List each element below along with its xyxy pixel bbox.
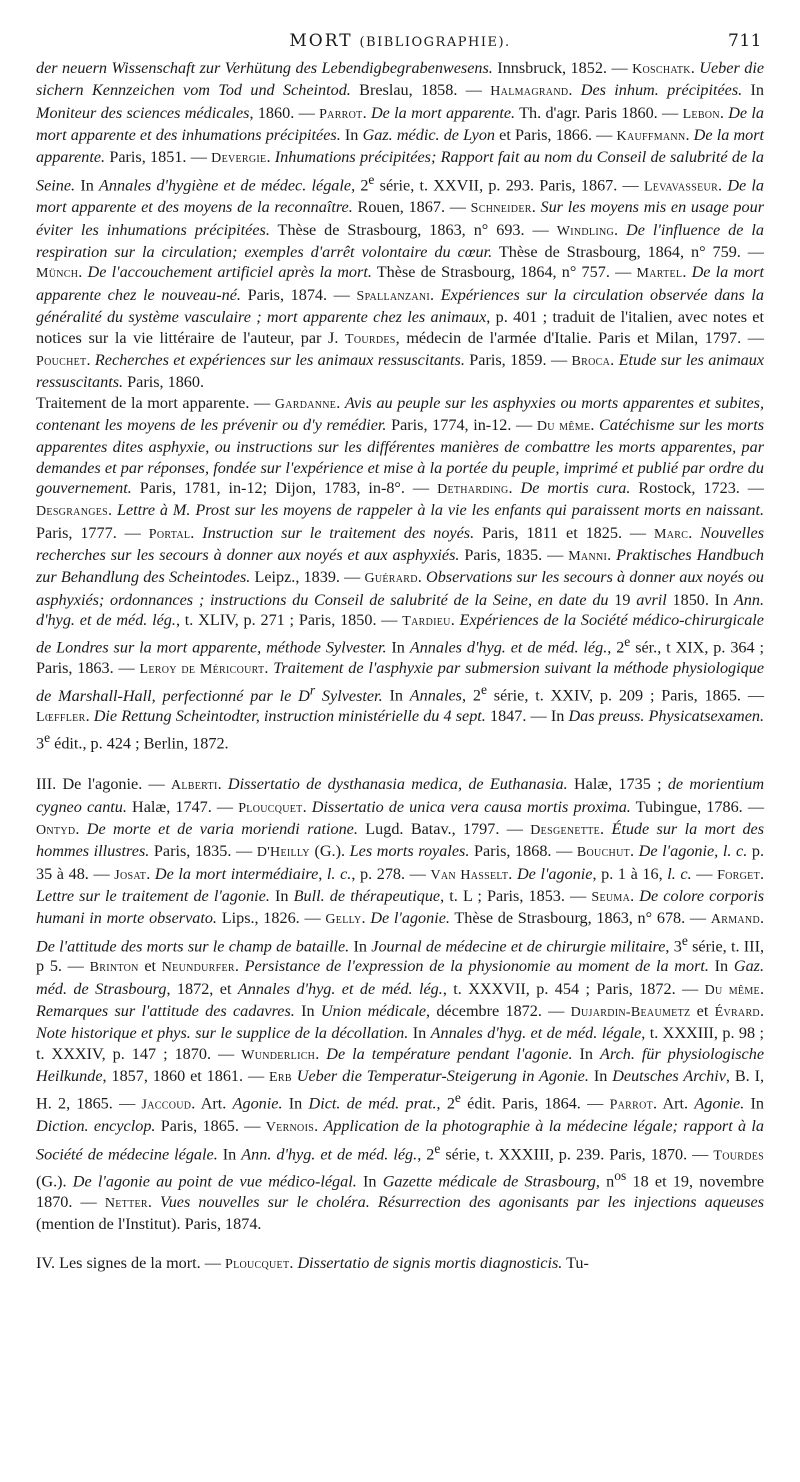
running-title: MORT — [289, 31, 353, 51]
bibliography-paragraph-treatment: Traitement de la mort apparente. — Gardanne. Avis au peuple sur les asphyxies ou morts apparentes et subites, contenant les moyens de les prévenir ou d'y remédier. Paris, 1774, in-12. — Du même. Catéchisme sur les morts apparentes dites asphyxie, ou instructions sur les différentes manières de combattre les morts apparentes, par demandes et par réponses, fondée sur l'expérience et mise à la portée du peuple, imprimé et publié par ordre du gouvernement. Paris, 1781, in-12; Dijon, 1783, in-8°. — Detharding. De mortis cura. Rostock, 1723. — Desgranges. Lettre à M. Prost sur les moyens de rappeler à la vie les enfants qui paraissent morts en naissant. Paris, 1777. — Portal. Instruction sur le traitement des noyés. Paris, 1811 et 1825. — Marc. Nouvelles recherches sur les secours à donner aux noyés et aux asphyxiés. Paris, 1835. — Manni. Praktisches Handbuch zur Behandlung des Scheintodes. Leipz., 1839. — Guérard. Observations sur les secours à donner aux noyés ou asphyxiés; ordonnances ; instructions du Conseil de salubrité de la Seine, en date du 19 avril 1850. In Ann. d'hyg. et de méd. lég., t. XLIV, p. 271 ; Paris, 1850. — Tardieu. Expériences de la Société médico-chirurgicale de Londres sur la mort apparente, méthode Sylvester. In Annales d'hyg. et de méd. lég., 2e sér., t XIX, p. 364 ; Paris, 1863. — Leroy de Méricourt. Traitement de l'asphyxie par submersion suivant la méthode physiologique de Marshall-Hall, perfectionné par le $D^r$ Sylvester. In Annales, 2e série, t. XXIV, p. 209 ; Paris, 1865. — Lœffler. Die Rettung Scheintodter, instruction ministérielle du 4 sept. 1847. — In Das preuss. Physicatsexamen. 3e édit., p. 424 ; Berlin, 1872. — [36, 393, 765, 753]
bibliography-section-signes: IV. Les signes de la mort. — Ploucquet. Dissertatio de signis mortis diagnosticis. Tu- — [36, 1253, 589, 1272]
running-subtitle: (BIBLIOGRAPHIE). — [359, 35, 511, 50]
page-number: 711 — [728, 31, 762, 51]
bibliography-paragraph-continuation: der neuern Wissenschaft zur Verhütung des Lebendigbegrabenwesens. Innsbruck, 1852. — Koschatk. Ueber die sichern Kennzeichen vom Tod und Scheintod. Breslau, 1858. — Halmagrand. Des inhum. précipitées. In Moniteur des sciences médicales, 1860. — Parrot. De la mort apparente. Th. d'agr. Paris 1860. — Lebon. De la mort apparente et des inhumations précipitées. In Gaz. médic. de Lyon et Paris, 1866. — Kauffmann. De la mort apparente. Paris, 1851. — Devergie. Inhumations précipitées; Rapport fait au nom du Conseil de salubrité de la Seine. In Annales d'hygiène et de médec. légale, 2e série, t. XXVII, p. 293. Paris, 1867. — Levavasseur. De la mort apparente et des moyens de la reconnaître. Rouen, 1867. — Schneider. Sur les moyens mis en usage pour éviter les inhumations précipitées. Thèse de Strasbourg, 1863, n° 693. — Windling. De l'influence de la respiration sur la circulation; exemples d'arrêt volontaire du cœur. Thèse de Strasbourg, 1864, n° 759. — Münch. De l'accouchement artificiel après la mort. Thèse de Strasbourg, 1864, n° 757. — Martel. De la mort apparente chez le nouveau-né. Paris, 1874. — Spallanzani. Expériences sur la circulation observée dans la généralité du système vasculaire ; mort apparente chez les animaux, p. 401 ; traduit de l'italien, avec notes et notices sur la vie littéraire de l'auteur, par J. Tourdes, médecin de l'armée d'Italie. Paris et Milan, 1797. — Pouchet. Recherches et expériences sur les animaux ressuscitants. Paris, 1859. — Broca. Etude sur les animaux ressuscitants. Paris, 1860. — [36, 59, 765, 392]
running-header — [36, 26, 764, 56]
bibliography-body — [36, 58, 764, 1275]
bibliography-section-agonie: III. De l'agonie. — Alberti. Dissertatio de dysthanasia medica, de Euthanasia. Halæ, 1735 ; de morientium cygneo cantu. Halæ, 1747. — Ploucquet. Dissertatio de unica vera causa mortis proxima. Tubingue, 1786. — Ontyd. De morte et de varia moriendi ratione. Lugd. Batav., 1797. — Desgenette. Étude sur la mort des hommes illustres. Paris, 1835. — D'Heilly (G.). Les morts royales. Paris, 1868. — Bouchut. De l'agonie, l. c. p. 35 à 48. — Josat. De la mort intermédiaire, l. c., p. 278. — Van Hasselt. De l'agonie, p. 1 à 16, l. c. — Forget. Lettre sur le traitement de l'agonie. In Bull. de thérapeutique, t. L ; Paris, 1853. — Seuma. De colore corporis humani in morte observato. Lips., 1826. — Gelly. De l'agonie. Thèse de Strasbourg, 1863, n° 678. — Armand. De l'attitude des morts sur le champ de bataille. In Journal de médecine et de chirurgie militaire, 3e série, t. III, p 5. — Brinton et Neundurfer. Persistance de l'expression de la physionomie au moment de la mort. In Gaz. méd. de Strasbourg, 1872, et Annales d'hyg. et de méd. lég., t. XXXVII, p. 454 ; Paris, 1872. — Du même. Remarques sur l'attitude des cadavres. In Union médicale, décembre 1872. — Dujardin-Beaumetz et Évrard. Note historique et phys. sur le supplice de la décollation. In Annales d'hyg. et de méd. légale, t. XXXIII, p. 98 ; t. XXXIV, p. 147 ; 1870. — Wunderlich. De la température pendant l'agonie. In Arch. für physiologische Heilkunde, 1857, 1860 et 1861. — Erb Ueber die Temperatur-Steigerung in Agonie. In Deutsches Archiv, B. I, H. 2, 1865. — Jaccoud. Art. Agonie. In Dict. de méd. prat., 2e édit. Paris, 1864. — Parrot. Art. Agonie. In Diction. encyclop. Paris, 1865. — Vernois. Application de la photographie à la médecine légale; rapport à la Société de médecine légale. In Ann. d'hyg. et de méd. lég., 2e série, t. XXXIII, p. 239. Paris, 1870. — Tourdes (G.). De l'agonie au point de vue médico-légal. In Gazette médicale de Strasbourg, $n^{os}$ 18 et 19, novembre 1870. — Netter. Vues nouvelles sur le choléra. Résurrection des agonisants par les injections aqueuses (mention de l'Institut). Paris, 1874. — [36, 775, 765, 1234]
